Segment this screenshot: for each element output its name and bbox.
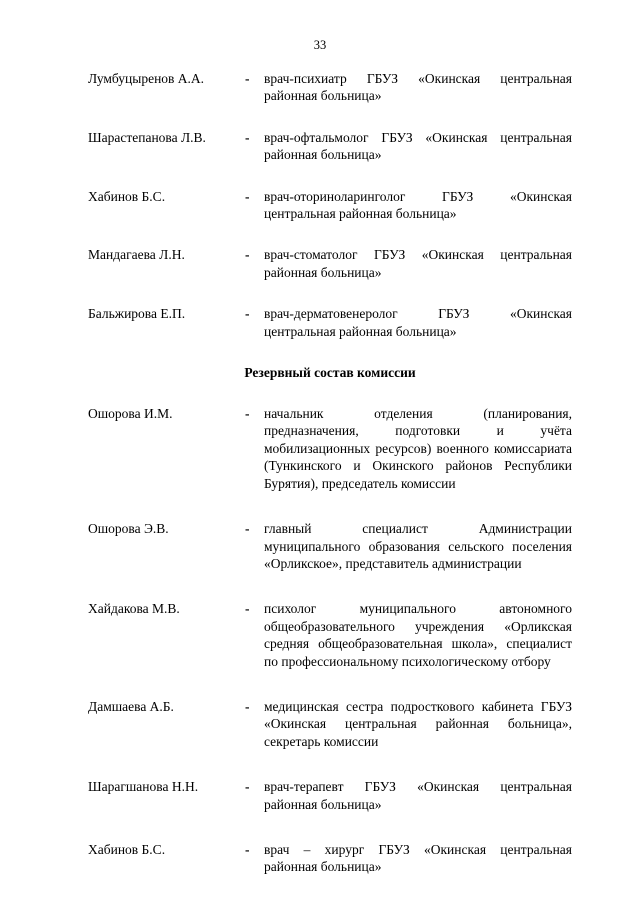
dash-separator: - (245, 188, 250, 204)
member-name: Хабинов Б.С. (88, 188, 166, 204)
member-row (88, 129, 572, 164)
page-number: 33 (313, 38, 327, 52)
dash-separator: - (245, 601, 250, 617)
commission-list (88, 70, 572, 876)
member-name: Хайдакова М.В. (88, 601, 180, 617)
member-row (88, 70, 572, 105)
dash-separator: - (245, 841, 250, 857)
member-role: врач-терапевт ГБУЗ «Окинская центральная районная больница» (264, 779, 572, 812)
member-row (88, 188, 572, 223)
member-name: Хабинов Б.С. (88, 841, 166, 857)
dash-separator: - (245, 129, 250, 145)
member-row (88, 698, 572, 750)
dash-separator: - (245, 698, 250, 714)
member-role: главный специалист Администрации муниципального образования сельского поселения «Орликское», представитель администрации (264, 521, 572, 571)
member-role: врач-офтальмолог ГБУЗ «Окинская центральная районная больница» (264, 129, 572, 163)
member-row (88, 246, 572, 281)
member-name: Мандагаева Л.Н. (88, 247, 185, 263)
member-row (88, 778, 572, 813)
member-row (88, 305, 572, 340)
member-name: Шарастепанова Л.В. (88, 129, 206, 145)
member-role: врач-дерматовенеролог ГБУЗ «Окинская центральная районная больница» (264, 306, 572, 339)
member-row (88, 520, 572, 572)
dash-separator: - (245, 306, 250, 322)
dash-separator: - (245, 779, 250, 795)
dash-separator: - (245, 521, 250, 537)
member-role: начальник отделения (планирования, предназначения, подготовки и учёта мобилизационных ресурсов) военного комиссариата (Тункинского и Окинского районов Республики Бурятия), председатель комиссии (264, 406, 572, 491)
member-name: Шарагшанова Н.Н. (88, 779, 199, 795)
member-name: Ошорова И.М. (88, 406, 173, 422)
member-name: Ошорова Э.В. (88, 521, 169, 537)
member-role: медицинская сестра подросткового кабинета ГБУЗ «Окинская центральная районная больница», секретарь комиссии (264, 698, 572, 749)
member-row (88, 600, 572, 670)
dash-separator: - (245, 406, 250, 422)
member-name: Бальжирова Е.П. (88, 306, 186, 322)
section-heading: Резервный состав комиссии (244, 365, 416, 381)
member-role: психолог муниципального автономного общеобразовательного учреждения «Орликская средняя общеобразовательная школа», специалист по профессиональному психологическому отбору (264, 601, 572, 669)
member-row (88, 841, 572, 876)
member-row (88, 405, 572, 492)
dash-separator: - (245, 247, 250, 263)
member-role: врач-психиатр ГБУЗ «Окинская центральная районная больница» (264, 71, 572, 104)
member-role: врач-стоматолог ГБУЗ «Окинская центральная районная больница» (264, 247, 572, 280)
member-name: Лумбуцыренов А.А. (88, 71, 205, 86)
member-role: врач – хирург ГБУЗ «Окинская центральная районная больница» (264, 841, 572, 875)
member-name: Дамшаева А.Б. (88, 698, 174, 714)
dash-separator: - (245, 71, 250, 86)
member-role: врач-оториноларинголог ГБУЗ «Окинская центральная районная больница» (264, 188, 572, 222)
